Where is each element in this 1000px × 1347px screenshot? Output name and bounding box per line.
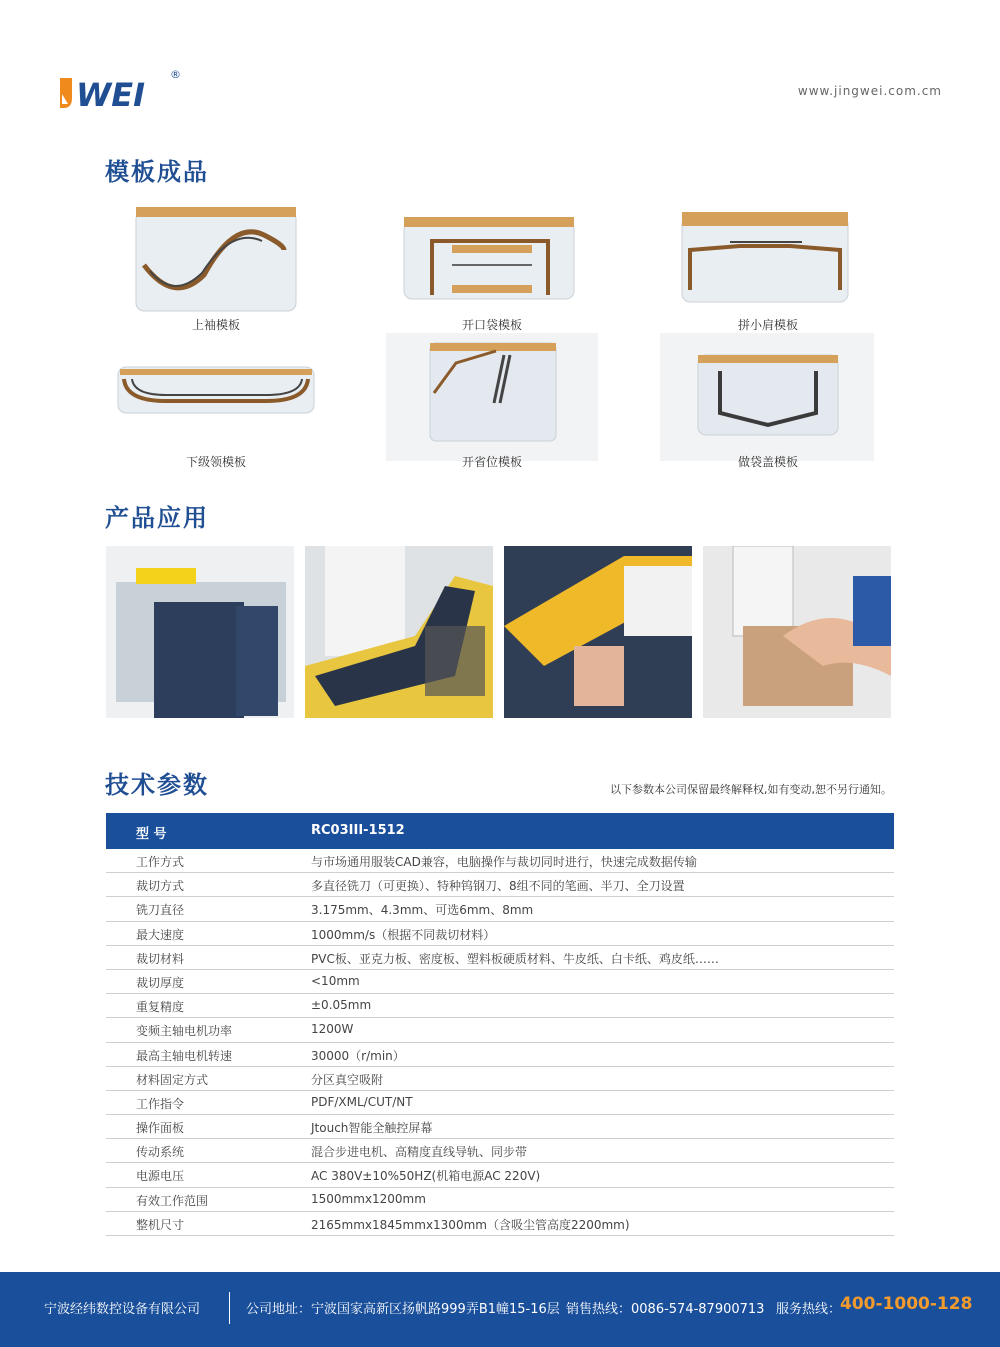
template-caption: 开口袋模板 bbox=[461, 318, 522, 332]
spec-value: 2165mmx1845mmx1300mm（含吸尘管高度2200mm) bbox=[311, 1217, 630, 1232]
table-row bbox=[106, 1043, 894, 1067]
spec-key: 工作指令 bbox=[136, 1096, 185, 1111]
spec-table-header bbox=[106, 813, 894, 849]
spec-value: AC 380V±10%50HZ(机箱电源AC 220V) bbox=[311, 1169, 541, 1184]
section-title-application: 产品应用 bbox=[105, 504, 209, 532]
application-photo-3 bbox=[504, 546, 692, 718]
spec-key: 裁切材料 bbox=[136, 951, 185, 966]
table-row bbox=[106, 1163, 894, 1187]
spec-key: 整机尺寸 bbox=[136, 1217, 185, 1232]
spec-value: 1200W bbox=[311, 1022, 354, 1037]
template-image-shoulder bbox=[680, 210, 880, 306]
template-caption: 上袖模板 bbox=[191, 318, 240, 332]
table-row bbox=[106, 946, 894, 970]
spec-value: PVC板、亚克力板、密度板、塑料板硬质材料、牛皮纸、白卡纸、鸡皮纸…… bbox=[311, 951, 719, 966]
section-title-templates: 模板成品 bbox=[105, 158, 209, 186]
template-image-pocket bbox=[402, 215, 602, 303]
footer-service-label: 服务热线： bbox=[776, 1302, 842, 1317]
spec-key: 材料固定方式 bbox=[136, 1072, 209, 1087]
spec-value: ±0.05mm bbox=[311, 998, 372, 1013]
spec-value: 混合步进电机、高精度直线导轨、同步带 bbox=[311, 1145, 528, 1160]
spec-value: Jtouch智能全触控屏幕 bbox=[311, 1121, 433, 1136]
spec-value: 分区真空吸附 bbox=[311, 1072, 384, 1087]
template-image-sleeve bbox=[134, 205, 334, 315]
footer-service-number: 400-1000-128 bbox=[840, 1294, 973, 1314]
template-caption: 做袋盖模板 bbox=[737, 455, 798, 469]
application-photo-1 bbox=[106, 546, 294, 718]
table-row bbox=[106, 1212, 894, 1236]
spec-key: 最大速度 bbox=[136, 927, 185, 942]
spec-key: 操作面板 bbox=[136, 1121, 185, 1136]
spec-key: 重复精度 bbox=[136, 1000, 185, 1015]
spec-header-model: RC03III-1512 bbox=[311, 823, 405, 838]
spec-key: 传动系统 bbox=[136, 1145, 185, 1160]
spec-key: 最高主轴电机转速 bbox=[136, 1048, 233, 1063]
svg-text:WEI: WEI bbox=[76, 76, 146, 114]
spec-key: 裁切方式 bbox=[136, 879, 185, 894]
spec-table bbox=[106, 849, 894, 1236]
spec-value: 30000（r/min） bbox=[311, 1048, 405, 1063]
table-row bbox=[106, 1091, 894, 1115]
template-image-collar bbox=[116, 365, 316, 417]
footer-address: 公司地址：宁波国家高新区扬帆路999弄B1幢15-16层 bbox=[246, 1302, 560, 1317]
table-row bbox=[106, 873, 894, 897]
spec-key: 电源电压 bbox=[136, 1169, 185, 1184]
disclaimer-note: 以下参数本公司保留最终解释权,如有变动,恕不另行通知。 bbox=[610, 783, 892, 796]
template-image-dart bbox=[386, 333, 586, 461]
spec-key: 工作方式 bbox=[136, 855, 185, 869]
footer-sales-hotline: 销售热线：0086-574-87900713 bbox=[566, 1302, 765, 1317]
table-row bbox=[106, 994, 894, 1018]
registered-mark: ® bbox=[170, 68, 181, 81]
footer-company-name: 宁波经纬数控设备有限公司 bbox=[44, 1302, 201, 1317]
table-row bbox=[106, 849, 894, 873]
section-title-tech: 技术参数 bbox=[105, 771, 209, 799]
table-row bbox=[106, 970, 894, 994]
spec-value: PDF/XML/CUT/NT bbox=[311, 1094, 413, 1109]
spec-value: 与市场通用服装CAD兼容，电脑操作与裁切同时进行，快速完成数据传输 bbox=[311, 855, 697, 869]
table-row bbox=[106, 1067, 894, 1091]
company-logo bbox=[58, 64, 188, 114]
application-photo-4 bbox=[703, 546, 891, 718]
spec-key: 有效工作范围 bbox=[136, 1193, 209, 1208]
spec-value: 多直径铣刀（可更换）、特种钨钢刀、8组不同的笔画、半刀、全刀设置 bbox=[311, 879, 685, 894]
spec-value: <10mm bbox=[311, 973, 360, 988]
table-row bbox=[106, 922, 894, 946]
spec-value: 1000mm/s（根据不同裁切材料） bbox=[311, 927, 496, 942]
table-row bbox=[106, 1139, 894, 1163]
template-caption: 下级领模板 bbox=[185, 455, 246, 469]
footer-divider bbox=[229, 1292, 230, 1324]
website-url: www.jingwei.com.cm bbox=[797, 84, 942, 98]
spec-key: 裁切厚度 bbox=[136, 975, 185, 990]
template-image-flap bbox=[660, 333, 860, 461]
footer-bar bbox=[0, 1272, 1000, 1347]
spec-value: 1500mmx1200mm bbox=[311, 1191, 426, 1206]
table-row bbox=[106, 1018, 894, 1042]
spec-header-key: 型 号 bbox=[136, 827, 167, 842]
table-row bbox=[106, 1115, 894, 1139]
template-caption: 拼小肩模板 bbox=[737, 318, 798, 332]
table-row bbox=[106, 897, 894, 921]
spec-key: 变频主轴电机功率 bbox=[136, 1024, 233, 1039]
application-photo-2 bbox=[305, 546, 493, 718]
spec-value: 3.175mm、4.3mm、可选6mm、8mm bbox=[311, 903, 534, 918]
table-row bbox=[106, 1188, 894, 1212]
template-caption: 开省位模板 bbox=[461, 455, 522, 469]
spec-key: 铣刀直径 bbox=[136, 903, 185, 918]
